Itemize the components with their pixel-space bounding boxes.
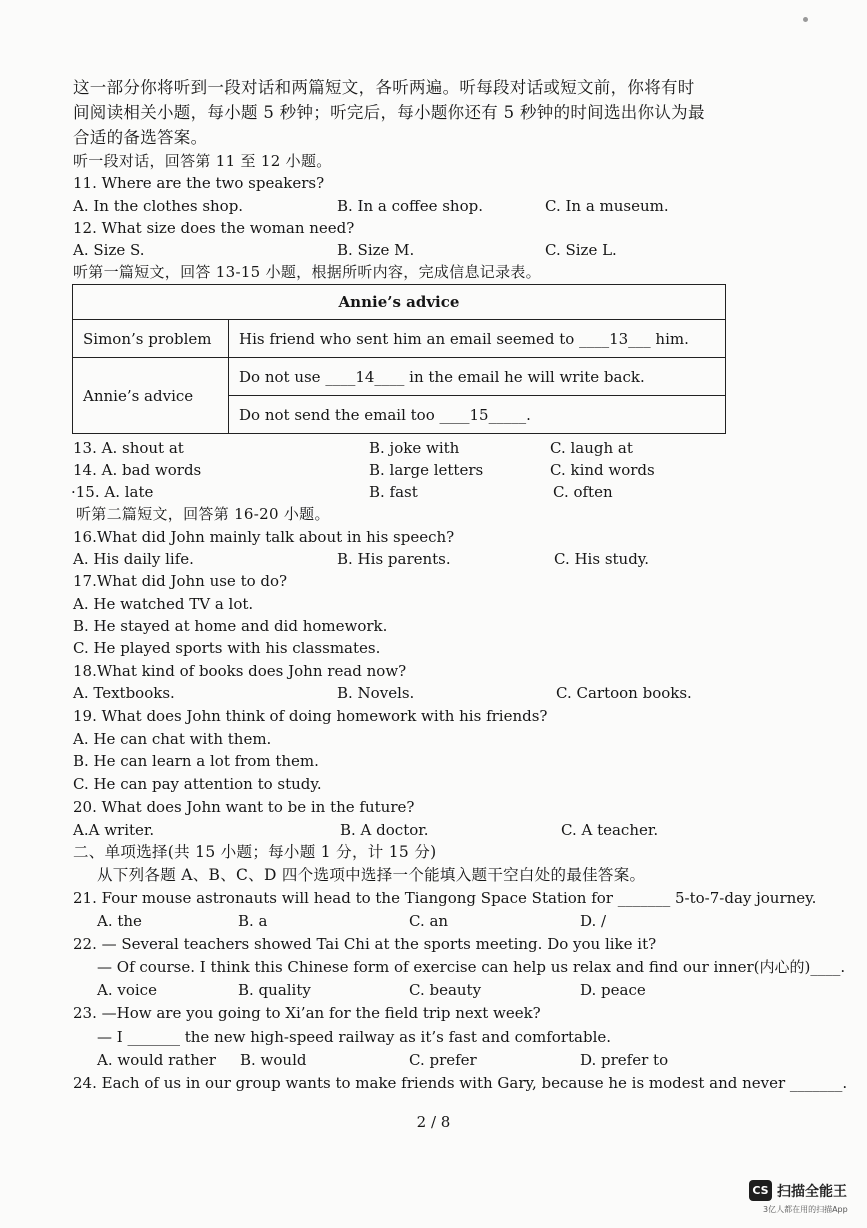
q18-stem: 18.What kind of books does John read now? xyxy=(73,662,407,680)
q16-option-a: A. His daily life. xyxy=(73,550,194,568)
q21-stem: 21. Four mouse astronauts will head to the Tiangong Space Station for _______ 5-to-7-day journey. xyxy=(73,889,817,907)
intro-line-3: 合适的备选答案。 xyxy=(73,128,208,147)
table-row1-label: Simon’s problem xyxy=(73,320,229,358)
camscanner-name: 扫描全能王 xyxy=(777,1184,847,1200)
advice-table xyxy=(72,284,726,434)
camscanner-logo-icon: CS xyxy=(749,1180,772,1201)
q23-option-a: A. would rather xyxy=(97,1051,216,1069)
q11-stem: 11. Where are the two speakers? xyxy=(73,174,325,192)
q21-option-a: A. the xyxy=(97,912,142,930)
q11-option-a: A. In the clothes shop. xyxy=(73,197,244,215)
q22-option-d: D. peace xyxy=(580,981,646,999)
q22-option-c: C. beauty xyxy=(409,981,482,999)
q20-stem: 20. What does John want to be in the future? xyxy=(73,798,415,816)
q12-option-c: C. Size L. xyxy=(545,241,617,259)
q23-option-d: D. prefer to xyxy=(580,1051,669,1069)
q13-option-b: B. joke with xyxy=(369,439,460,457)
q16-option-b: B. His parents. xyxy=(337,550,451,568)
q23-stem2: — I _______ the new high-speed railway as it’s fast and comfortable. xyxy=(97,1028,612,1046)
table-row2-label: Annie’s advice xyxy=(73,358,229,434)
intro-line-2: 间阅读相关小题，每小题 5 秒钟；听完后，每小题你还有 5 秒钟的时间选出你认为最 xyxy=(73,103,705,122)
q16-option-c: C. His study. xyxy=(554,550,650,568)
q22-stem: 22. — Several teachers showed Tai Chi at the sports meeting. Do you like it? xyxy=(73,935,657,953)
q21-option-b: B. a xyxy=(238,912,268,930)
q17-option-a: A. He watched TV a lot. xyxy=(73,595,254,613)
passage1-instruction: 听第一篇短文，回答 13-15 小题，根据所听内容，完成信息记录表。 xyxy=(73,263,541,281)
q17-option-b: B. He stayed at home and did homework. xyxy=(73,617,388,635)
scan-speck xyxy=(803,17,808,22)
q12-option-a: A. Size S. xyxy=(73,241,145,259)
q20-option-a: A.A writer. xyxy=(73,821,155,839)
q12-option-b: B. Size M. xyxy=(337,241,415,259)
q15-option-a: ·15. A. late xyxy=(71,483,154,501)
q22-option-b: B. quality xyxy=(238,981,311,999)
q17-option-c: C. He played sports with his classmates. xyxy=(73,639,381,657)
q23-option-c: C. prefer xyxy=(409,1051,477,1069)
page-number: 2 / 8 xyxy=(416,1113,451,1131)
q21-option-d: D. / xyxy=(580,912,607,930)
q15-option-c: C. often xyxy=(553,483,613,501)
q17-stem: 17.What did John use to do? xyxy=(73,572,288,590)
q14-option-c: C. kind words xyxy=(550,461,655,479)
q13-option-a: 13. A. shout at xyxy=(73,439,184,457)
table-row1-text: His friend who sent him an email seemed to ____13___ him. xyxy=(229,320,726,358)
q20-option-b: B. A doctor. xyxy=(340,821,429,839)
q11-option-c: C. In a museum. xyxy=(545,197,669,215)
q16-stem: 16.What did John mainly talk about in his speech? xyxy=(73,528,455,546)
q14-option-b: B. large letters xyxy=(369,461,484,479)
q13-option-c: C. laugh at xyxy=(550,439,633,457)
q22-stem2: — Of course. I think this Chinese form of exercise can help us relax and find our inner(内心的)____. xyxy=(97,958,846,976)
q24-stem: 24. Each of us in our group wants to make friends with Gary, because he is modest and never _______. xyxy=(73,1074,848,1092)
q15-option-b: B. fast xyxy=(369,483,418,501)
q18-option-b: B. Novels. xyxy=(337,684,415,702)
q22-option-a: A. voice xyxy=(97,981,157,999)
q11-option-b: B. In a coffee shop. xyxy=(337,197,483,215)
q18-option-a: A. Textbooks. xyxy=(73,684,175,702)
table-row2-text2: Do not send the email too ____15_____. xyxy=(229,396,726,434)
q19-stem: 19. What does John think of doing homework with his friends? xyxy=(73,707,548,725)
q20-option-c: C. A teacher. xyxy=(561,821,659,839)
table-row2-text1: Do not use ____14____ in the email he will write back. xyxy=(229,358,726,396)
q19-option-c: C. He can pay attention to study. xyxy=(73,775,322,793)
q18-option-c: C. Cartoon books. xyxy=(556,684,692,702)
section2-instruction: 从下列各题 A、B、C、D 四个选项中选择一个能填入题干空白处的最佳答案。 xyxy=(97,866,646,884)
q21-option-c: C. an xyxy=(409,912,449,930)
q19-option-b: B. He can learn a lot from them. xyxy=(73,752,319,770)
q12-stem: 12. What size does the woman need? xyxy=(73,219,355,237)
q19-option-a: A. He can chat with them. xyxy=(73,730,272,748)
intro-line-1: 这一部分你将听到一段对话和两篇短文，各听两遍。听每段对话或短文前，你将有时 xyxy=(73,78,695,97)
passage2-instruction: 听第二篇短文，回答第 16-20 小题。 xyxy=(76,505,330,523)
section2-title: 二、单项选择(共 15 小题；每小题 1 分，计 15 分) xyxy=(73,843,437,861)
q14-option-a: 14. A. bad words xyxy=(73,461,202,479)
camscanner-tagline: 3亿人都在用的扫描App xyxy=(763,1205,848,1214)
q23-option-b: B. would xyxy=(240,1051,307,1069)
dialog-instruction: 听一段对话，回答第 11 至 12 小题。 xyxy=(73,152,332,170)
q23-stem: 23. —How are you going to Xi’an for the field trip next week? xyxy=(73,1004,541,1022)
table-title: Annie’s advice xyxy=(73,285,726,320)
